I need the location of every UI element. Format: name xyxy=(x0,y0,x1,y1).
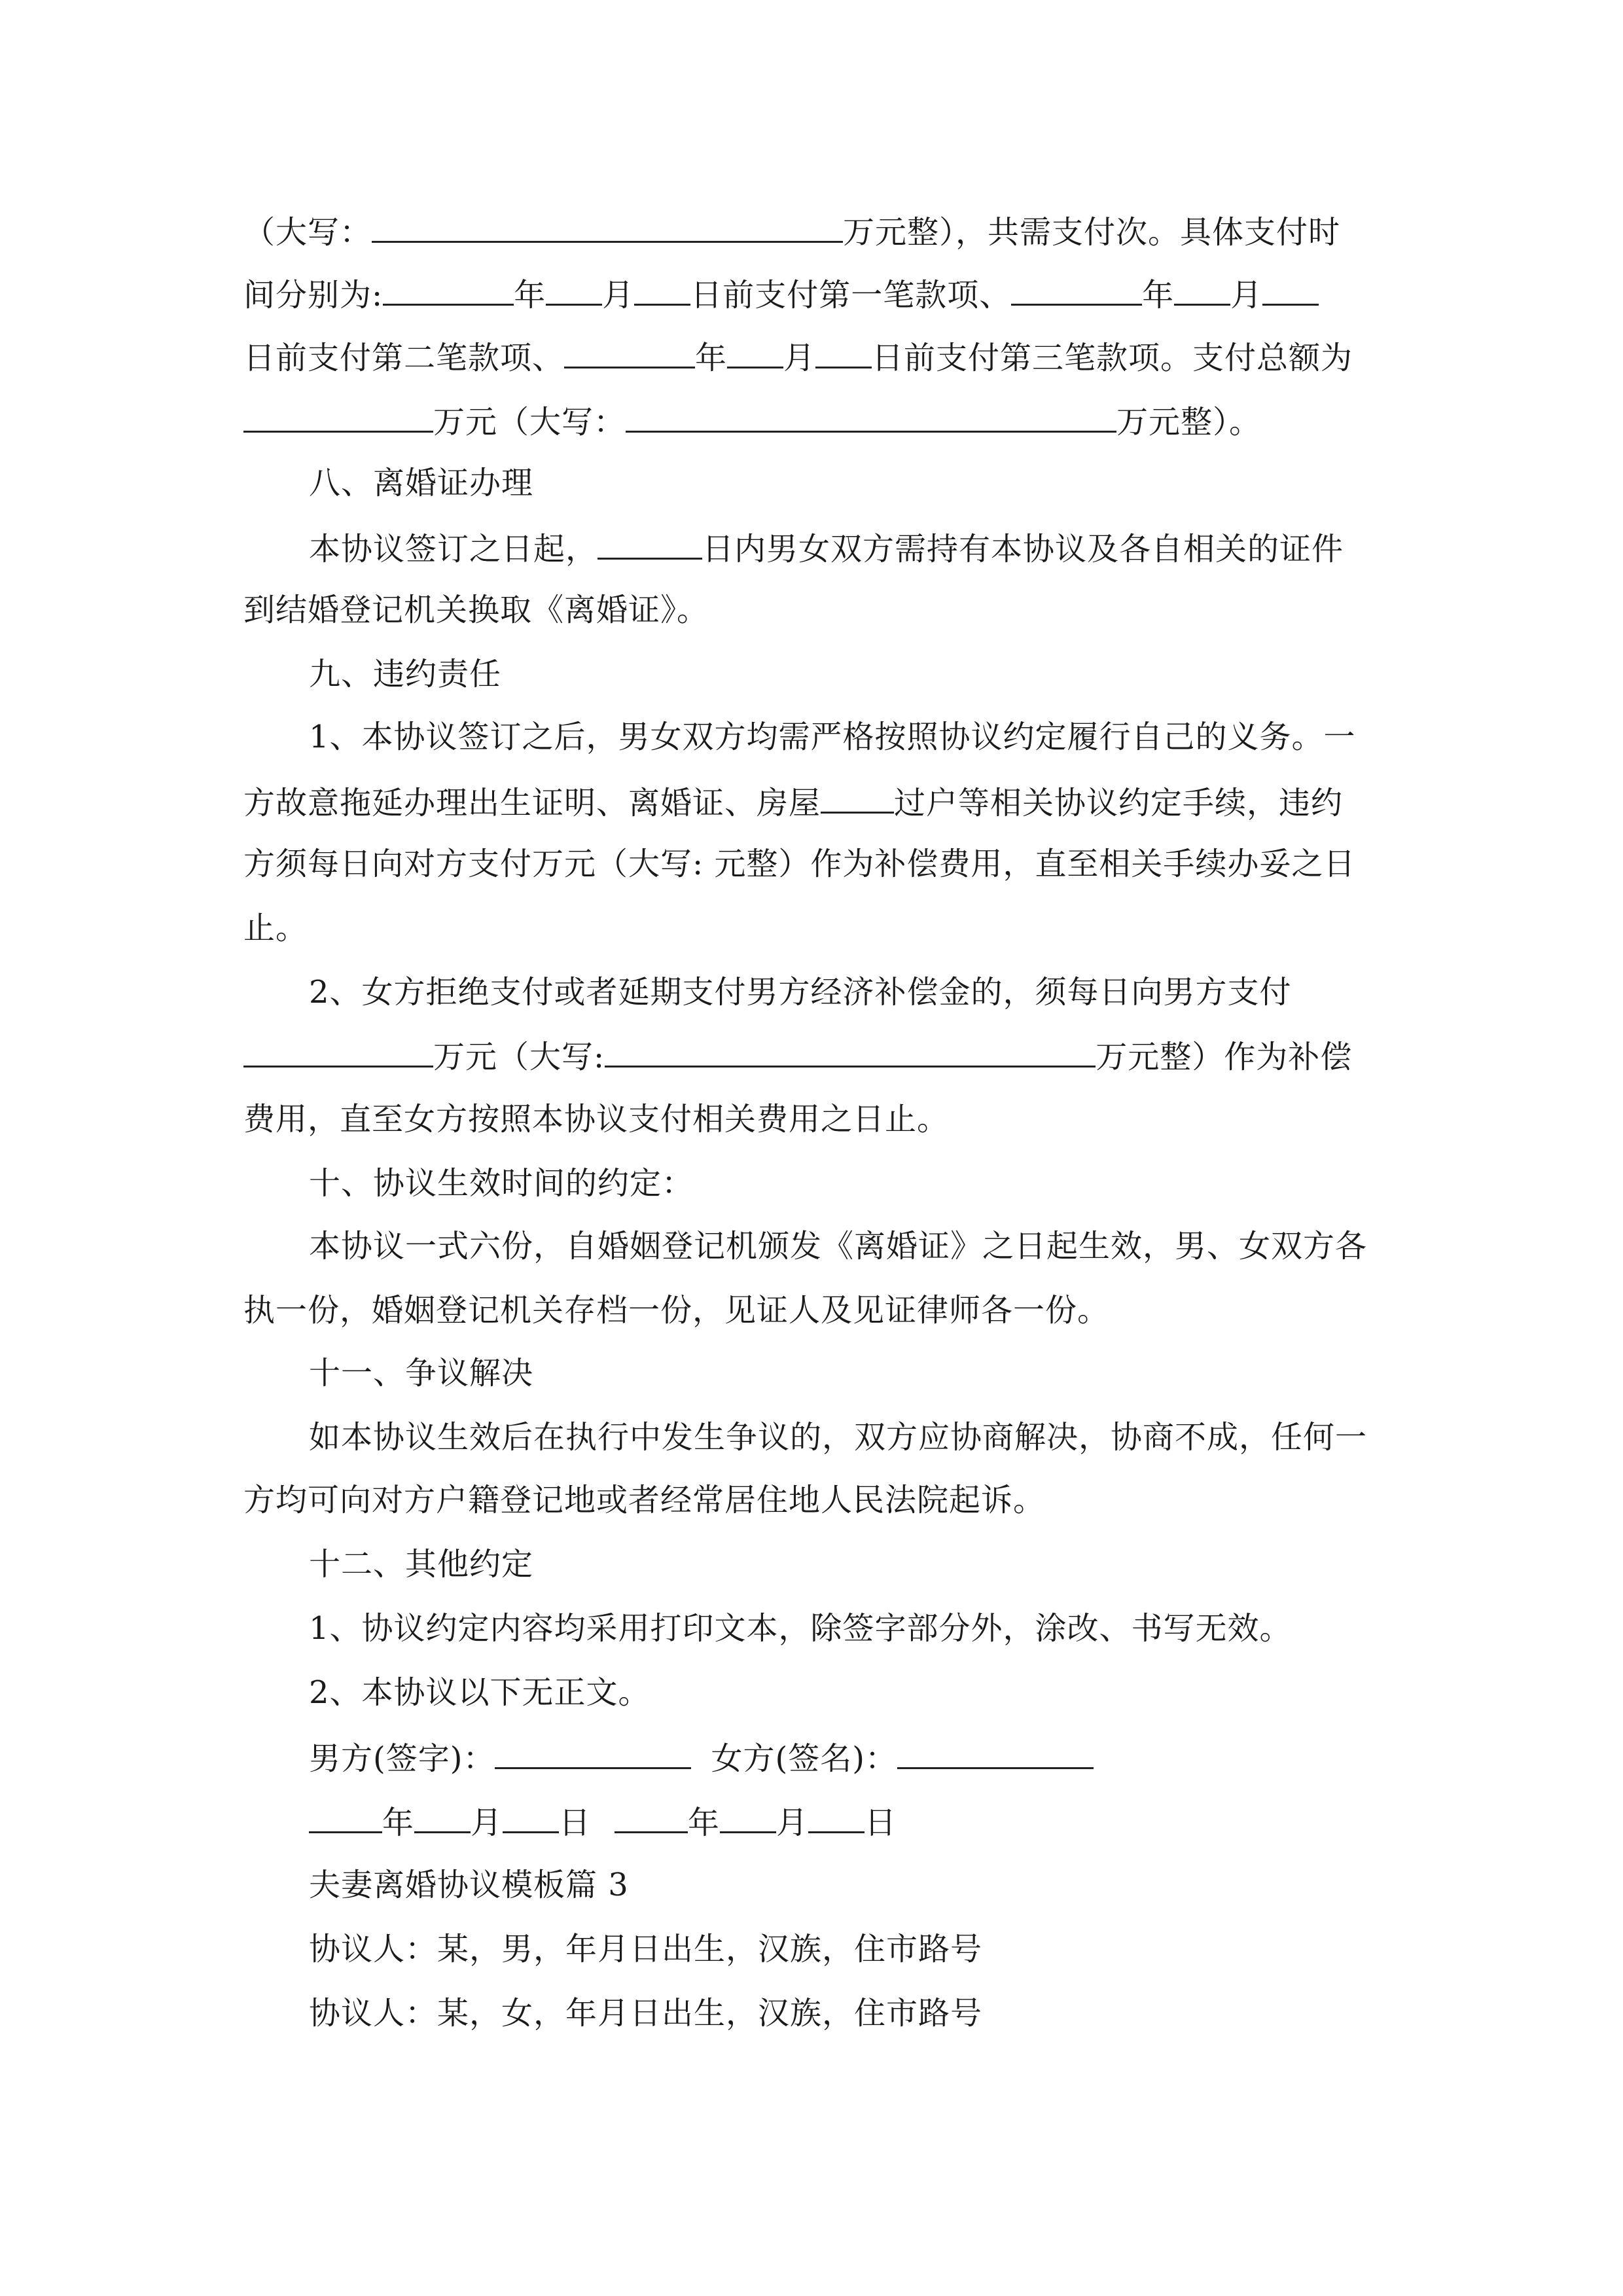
male-signature-blank xyxy=(495,1737,691,1769)
section-9-p2-line-2 xyxy=(243,1035,1352,1077)
text: 日前支付第三笔款项。支付总额为 xyxy=(872,340,1353,376)
blank-field xyxy=(720,1801,776,1833)
text: 年 xyxy=(514,277,546,314)
blank-field xyxy=(564,336,695,368)
text: 月 xyxy=(783,340,816,376)
male-signature-label: 男方(签字)： xyxy=(309,1740,495,1777)
blank-field xyxy=(546,274,602,306)
text: 日前支付第二笔款项、 xyxy=(243,340,565,376)
section-12-item-1: 1、协议约定内容均采用打印文本，除签字部分外，涂改、书写无效。 xyxy=(309,1610,1292,1647)
text: 月 xyxy=(602,277,635,314)
blank-field xyxy=(1262,274,1319,306)
text: 日 xyxy=(865,1804,897,1841)
section-8-line-2: 到结婚登记机关换取《离婚证》。 xyxy=(243,592,709,628)
blank-field xyxy=(605,1035,1096,1067)
blank-field xyxy=(1011,274,1142,306)
blank-field xyxy=(414,1801,471,1833)
blank-field xyxy=(372,211,843,243)
section-9-p1-line-1: 1、本协议签订之后，男女双方均需严格按照协议约定履行自己的义务。一 xyxy=(309,719,1356,755)
text: 间分别为: xyxy=(243,277,383,314)
blank-field xyxy=(243,1035,433,1067)
payment-line-4 xyxy=(243,401,1261,442)
blank-field xyxy=(309,1801,382,1833)
female-signature-label: 女方(签名)： xyxy=(711,1740,897,1777)
section-11-line-1: 如本协议生效后在执行中发生争议的，双方应协商解决，协商不成，任何一 xyxy=(309,1419,1368,1456)
section-11-line-2: 方均可向对方户籍登记地或者经常居住地人民法院起诉。 xyxy=(243,1482,1046,1518)
signature-date-line xyxy=(309,1801,897,1842)
section-9-p1-line-3: 方须每日向对方支付万元（大写: 元整）作为补偿费用，直至相关手续办妥之日 xyxy=(243,846,1356,882)
text: 万元整）。 xyxy=(1116,404,1262,440)
section-8-line-1 xyxy=(309,528,1344,569)
text: 月 xyxy=(471,1804,503,1841)
text: 日 xyxy=(559,1804,592,1841)
blank-field xyxy=(615,1801,688,1833)
text: 万元整），共需支付次。具体支付时 xyxy=(843,214,1341,251)
blank-field xyxy=(243,401,433,433)
section-9-p2-line-3: 费用，直至女方按照本协议支付相关费用之日止。 xyxy=(243,1101,950,1138)
text: 日前支付第一笔款项、 xyxy=(690,277,1012,314)
section-9-heading: 九、违约责任 xyxy=(309,656,502,692)
text: 年 xyxy=(695,340,728,376)
text: （大写： xyxy=(243,214,372,251)
payment-line-2 xyxy=(243,274,1319,315)
section-8-heading: 八、离婚证办理 xyxy=(309,465,534,501)
text: 年 xyxy=(1142,277,1175,314)
text: 年 xyxy=(688,1804,721,1841)
text: 万元（大写： xyxy=(433,404,626,440)
blank-field xyxy=(727,336,783,368)
section-9-p1-line-2 xyxy=(243,781,1343,823)
next-doc-party-1: 协议人：某，男，年月日出生，汉族，住市路号 xyxy=(309,1931,983,1967)
section-10-heading: 十、协议生效时间的约定： xyxy=(309,1165,694,1202)
blank-field xyxy=(383,274,514,306)
text: 月 xyxy=(776,1804,809,1841)
text: 方故意拖延办理出生证明、离婚证、房屋 xyxy=(243,785,821,821)
payment-line-3 xyxy=(243,336,1353,378)
blank-field xyxy=(503,1801,559,1833)
text: 年 xyxy=(382,1804,415,1841)
text: 过户等相关协议约定手续，违约 xyxy=(894,785,1344,821)
signature-line xyxy=(309,1737,1094,1778)
section-11-heading: 十一、争议解决 xyxy=(309,1355,534,1391)
next-doc-title: 夫妻离婚协议模板篇 3 xyxy=(309,1867,629,1903)
blank-field xyxy=(1174,274,1230,306)
text: 日内男女双方需持有本协议及各自相关的证件 xyxy=(702,531,1344,567)
section-9-p2-line-1: 2、女方拒绝支付或者延期支付男方经济补偿金的，须每日向男方支付 xyxy=(309,974,1292,1011)
section-12-heading: 十二、其他约定 xyxy=(309,1546,534,1583)
text: 万元整）作为补偿 xyxy=(1096,1039,1353,1075)
blank-field xyxy=(815,336,872,368)
blank-field xyxy=(808,1801,865,1833)
next-doc-party-2: 协议人：某，女，年月日出生，汉族，住市路号 xyxy=(309,1995,983,2032)
female-signature-blank xyxy=(897,1737,1094,1769)
blank-field xyxy=(821,781,894,814)
blank-field xyxy=(597,528,702,560)
blank-field xyxy=(634,274,690,306)
section-12-item-2: 2、本协议以下无正文。 xyxy=(309,1674,651,1711)
text: 万元（大写: xyxy=(433,1039,605,1075)
blank-field xyxy=(626,401,1116,433)
text: 本协议签订之日起， xyxy=(309,531,598,567)
payment-line-1 xyxy=(243,211,1340,252)
text: 月 xyxy=(1230,277,1263,314)
section-10-line-1: 本协议一式六份，自婚姻登记机颁发《离婚证》之日起生效，男、女双方各 xyxy=(309,1228,1368,1265)
section-9-p1-line-4: 止。 xyxy=(243,910,308,946)
section-10-line-2: 执一份，婚姻登记机关存档一份，见证人及见证律师各一份。 xyxy=(243,1292,1110,1329)
